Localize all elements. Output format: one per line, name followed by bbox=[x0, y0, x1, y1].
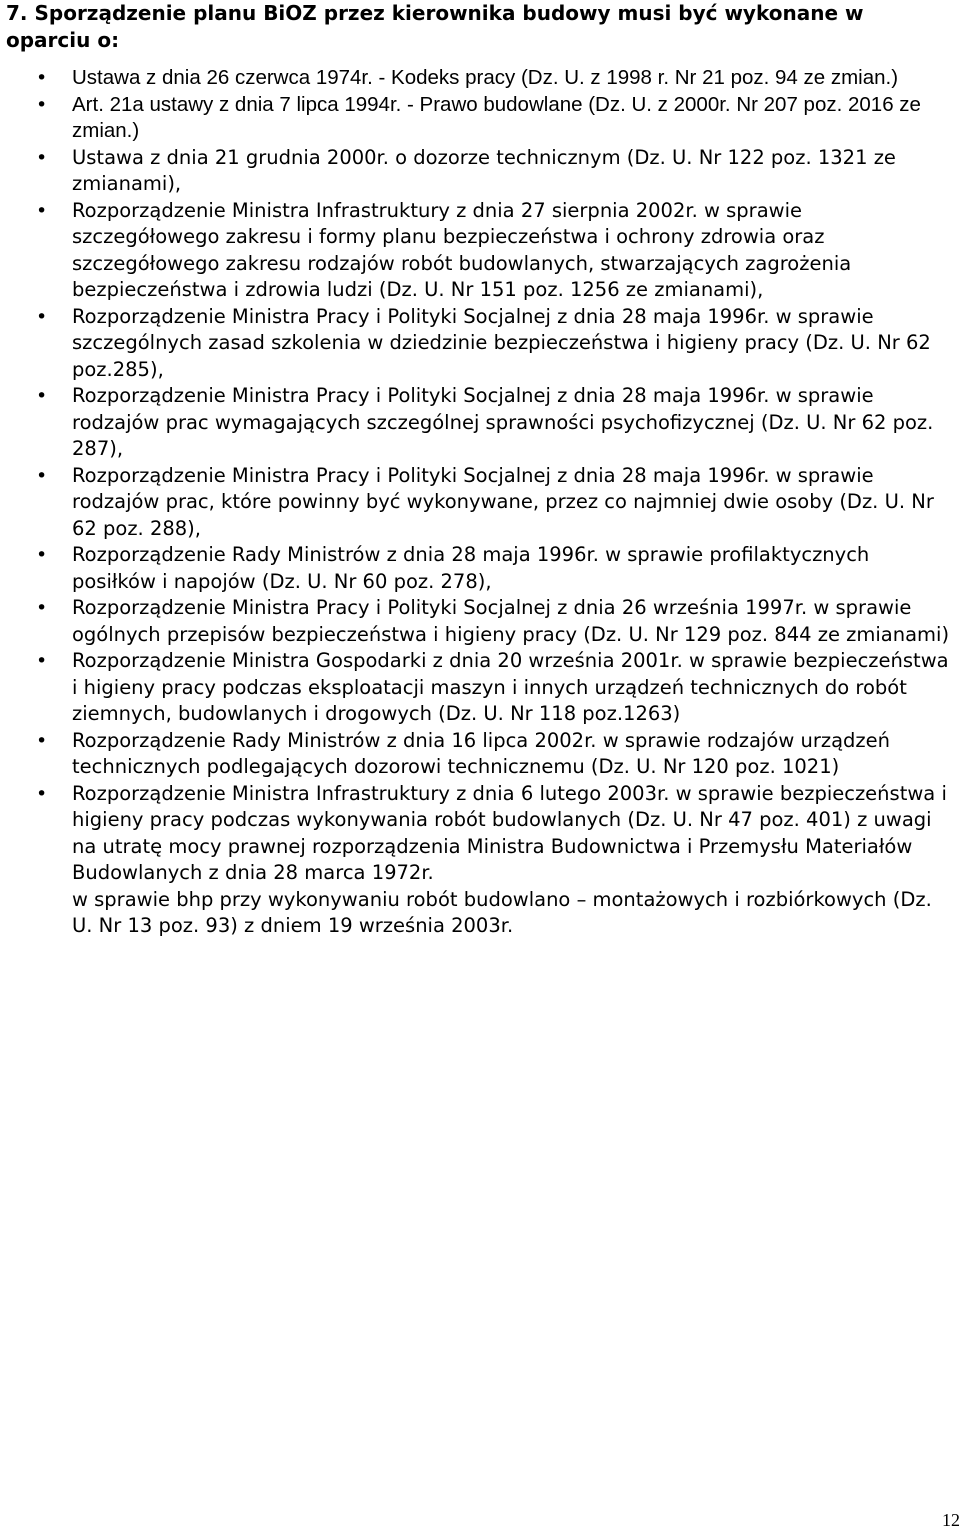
bullet-icon: • bbox=[36, 544, 48, 566]
bullet-icon: • bbox=[36, 146, 48, 169]
list-item-text: Rozporządzenie Ministra Pracy i Polityki Socjalnej z dnia 28 maja 1996r. w sprawie rodzajów prac, które powinny być wykonywane, przez co najmniej dwie osoby (Dz. U. Nr 62 poz. 288), bbox=[72, 463, 934, 540]
list-item bbox=[0, 542, 960, 595]
list-item-text: Art. 21a ustawy z dnia 7 lipca 1994r. - Prawo budowlane (Dz. U. z 2000r. Nr 207 poz. 2016 ze zmian.) bbox=[72, 92, 921, 142]
bullet-icon: • bbox=[36, 67, 48, 89]
list-item bbox=[0, 304, 960, 384]
legal-basis-list bbox=[0, 65, 960, 940]
bullet-icon: • bbox=[36, 464, 48, 487]
list-item-text: Ustawa z dnia 21 grudnia 2000r. o dozorze technicznym (Dz. U. Nr 122 poz. 1321 ze zmianami), bbox=[72, 145, 896, 195]
list-item bbox=[0, 595, 960, 648]
bullet-icon: • bbox=[36, 93, 48, 116]
list-item bbox=[0, 65, 960, 92]
bullet-icon: • bbox=[36, 650, 48, 672]
list-item bbox=[0, 198, 960, 304]
list-item-text: Rozporządzenie Ministra Gospodarki z dnia 20 września 2001r. w sprawie bezpieczeństwa i higieny pracy podczas eksploatacji maszyn i innych urządzeń technicznych do robót ziemnych, budowlanych i drogowych (Dz. U. Nr 118 poz.1263) bbox=[72, 649, 949, 725]
list-item-text: w sprawie bhp przy wykonywaniu robót budowlano – montażowych i rozbiórkowych (Dz. U. Nr 13 poz. 93) z dniem 19 września 2003r. bbox=[72, 887, 932, 937]
page-number: 12 bbox=[942, 1510, 960, 1530]
bullet-icon: • bbox=[36, 729, 48, 752]
bullet-icon: • bbox=[36, 385, 48, 407]
list-item bbox=[0, 463, 960, 543]
list-item-text: Rozporządzenie Rady Ministrów z dnia 16 lipca 2002r. w sprawie rodzajów urządzeń technicznych podlegających dozorowi technicznemu (Dz. U. Nr 120 poz. 1021) bbox=[72, 728, 891, 778]
list-item bbox=[0, 648, 960, 728]
list-item-text: Rozporządzenie Ministra Pracy i Polityki Socjalnej z dnia 28 maja 1996r. w sprawie rodzajów prac wymagających szczególnej sprawności psychofizycznej (Dz. U. Nr 62 poz. 287), bbox=[72, 384, 934, 460]
list-item-text: Rozporządzenie Ministra Pracy i Polityki Socjalnej z dnia 28 maja 1996r. w sprawie szczególnych zasad szkolenia w dziedzinie bezpieczeństwa i higieny pracy (Dz. U. Nr 62 poz.285), bbox=[72, 304, 931, 381]
list-item-text: Rozporządzenie Rady Ministrów z dnia 28 maja 1996r. w sprawie profilaktycznych posiłków i napojów (Dz. U. Nr 60 poz. 278), bbox=[72, 543, 870, 593]
bullet-icon: • bbox=[36, 199, 48, 222]
list-item bbox=[0, 781, 960, 887]
section-heading: 7. Sporządzenie planu BiOZ przez kierownika budowy musi być wykonane w oparciu o: bbox=[6, 1, 864, 52]
bullet-icon: • bbox=[36, 305, 48, 328]
list-item bbox=[0, 145, 960, 198]
list-item bbox=[0, 383, 960, 463]
list-item bbox=[0, 92, 960, 145]
bullet-icon: • bbox=[36, 782, 48, 805]
list-item-text: Rozporządzenie Ministra Infrastruktury z dnia 27 sierpnia 2002r. w sprawie szczegółowego zakresu i formy planu bezpieczeństwa i ochrony zdrowia oraz szczegółowego zakresu rodzajów robót budowlanych, stwarzających zagrożenia bezpieczeństwa i zdrowia ludzi (Dz. U. Nr 151 poz. 1256 ze zmianami), bbox=[72, 198, 852, 301]
list-item-text: Rozporządzenie Ministra Pracy i Polityki Socjalnej z dnia 26 września 1997r. w sprawie ogólnych przepisów bezpieczeństwa i higieny pracy (Dz. U. Nr 129 poz. 844 ze zmianami) bbox=[72, 596, 950, 646]
list-item-continuation bbox=[0, 887, 960, 940]
list-item-text: Rozporządzenie Ministra Infrastruktury z dnia 6 lutego 2003r. w sprawie bezpieczeństwa i higieny pracy podczas wykonywania robót budowlanych (Dz. U. Nr 47 poz. 401) z uwagi na utratę mocy prawnej rozporządzenia Ministra Budownictwa i Przemysłu Materiałów Budowlanych z dnia 28 marca 1972r. bbox=[72, 781, 947, 884]
list-item bbox=[0, 728, 960, 781]
list-item-text: Ustawa z dnia 26 czerwca 1974r. - Kodeks pracy (Dz. U. z 1998 r. Nr 21 poz. 94 ze zmian.) bbox=[72, 66, 899, 89]
bullet-icon: • bbox=[36, 597, 48, 619]
